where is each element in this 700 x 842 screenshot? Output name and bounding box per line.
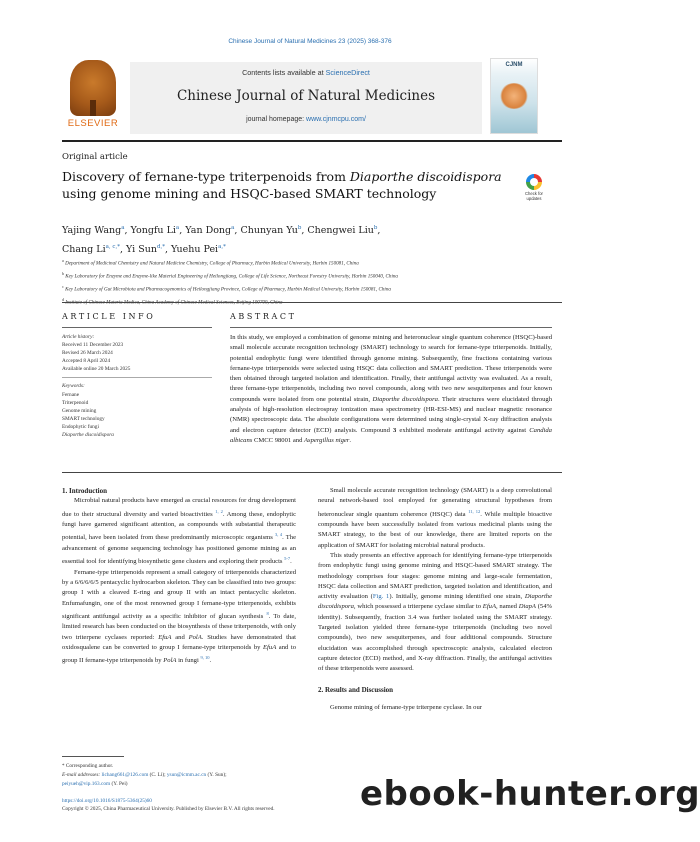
abstract-bottom-rule [62, 472, 562, 473]
article-type: Original article [62, 152, 128, 162]
check-updates-icon [526, 174, 542, 190]
abstract-text: In this study, we employed a combination of genome mining and heteronuclear single quantum coherence (HSQC)-based small molecule accurate recognition technology (SMART) technology to search for fernane-type triterpenoids. Initially, potential endophytic fungi were identified through genome mining. Subsequently, fine fractions containing various fernane-type triterpenoids were selected using HSQC data collection and SMART prediction. These triterpenoids were then obtained through targeted isolation and identification. Finally, their antifungal activity was evaluated. As a result, three fernane-type triterpenoids, including two novel compounds, along with two new sesquiterpenes and four known compounds were isolated from one potential strain, Diaporthe discoidispora. Their structures were elucidated through analysis of high-resolution electrospray ionization mass spectrometry (HR-ESI-MS) and nuclear magnetic resonance (NMR) spectroscopic data. The absolute configurations were determined using single-crystal X-ray diffraction analysis and electron capture detector (ECD) analysis. Compound 3 exhibited moderate antifungal activity against Candida albicans CMCC 98001 and Aspergillus niger. [230, 334, 553, 444]
article-title: Discovery of fernane-type triterpenoids from Diaporthe discoidispora using genome mining and HSQC-based SMART technology [62, 169, 502, 201]
affiliations-rule [62, 302, 562, 303]
footnotes: * Corresponding author. E-mail addresses: lichang661@126.com (C. Li); ysun@icmm.ac.cn (Y. Sun); peiyueh@vip.163.com (Y. Pei) [62, 762, 302, 788]
copyright: Copyright © 2025, China Pharmaceutical University. Published by Elsevier B.V. All rights reserved. [62, 806, 275, 813]
author[interactable]: Yi Sun$^{d,*}$ [126, 244, 165, 256]
contents-line: Contents lists available at ScienceDirect [242, 68, 370, 77]
abstract-rule [230, 327, 552, 328]
info-divider [62, 377, 212, 378]
corresponding-note: * Corresponding author. [62, 763, 114, 769]
running-head: Chinese Journal of Natural Medicines 23 (2025) 368-376 [228, 38, 392, 45]
citation-link[interactable]: 11, 12 [468, 508, 481, 514]
cover-title: CJNM [505, 62, 523, 68]
author[interactable]: Yajing Wang$^a$ [62, 225, 125, 237]
publisher-name: ELSEVIER [67, 118, 119, 129]
author[interactable]: Yuehu Pei$^{a,*}$ [171, 244, 226, 256]
paragraph: This study presents an effective approach for identifying fernane-type triterpenoids from endophytic fungi using genome mining and HSQC-based SMART strategy. The methodology comprises four stages: genome mining and large-scale fermentation, HSQC data collection and SMART prediction, targeted isolation and identification, and activity evaluation (Fig. 1). Initially, genome mining identified one strain, Diaporthe discoidispora, which possessed a triterpene cyclase similar to EfuA, named DiapA (54% identity). Subsequently, fraction 3.4 was further isolated using the SMART strategy. Targeted isolation yielded three fernane-type triterpenoids (including two novel compounds), two new sesquiterpenes, and four additional compounds. Structure elucidation was accomplished through spectroscopic analysis, calculated electron capture detector (ECD) method, and X-ray diffraction. Finally, the antifungal activities of these triterpenoids were assessed. [318, 551, 553, 673]
email-note: E-mail addresses: lichang661@126.com (C. Li); ysun@icmm.ac.cn (Y. Sun); [62, 772, 227, 779]
cover-art-icon [499, 83, 529, 109]
email-link[interactable]: lichang661@126.com [101, 772, 149, 779]
watermark: ebook-hunter.org [360, 774, 700, 814]
check-updates-label: Check for updates [525, 191, 543, 201]
history-item: Received 11 December 2023 [62, 342, 124, 349]
author[interactable]: Chunyan Yu$^b$ [240, 225, 302, 237]
journal-cover-image [490, 58, 538, 134]
citation-link[interactable]: 9, 10 [200, 655, 210, 661]
affiliation: $^a$ Department of Medicinal Chemistry and Natural Medicine Chemistry, College of Pharmacy, Harbin Medical University, Harbin 150081, China [62, 258, 359, 267]
paragraph: Small molecule accurate recognition technology (SMART) is a deep convolutional neural network-based tool employed for generating structural hypotheses from heteronuclear single quantum coherence (HSQC) data $^{11, 12}$. While multiple bioactive compounds have been successfully isolated from various medicinal plants using the SMART strategy, to the best of our knowledge, there are limited reports on the application of SMART for isolating microbial natural products. [318, 487, 552, 549]
citation-link[interactable]: 8 [266, 610, 269, 616]
affiliations [62, 256, 552, 308]
citation-link[interactable]: 3, 4 [274, 532, 283, 538]
keyword: Fernane [62, 391, 80, 398]
asterisk-icon: * [62, 764, 65, 769]
author[interactable]: Chengwei Liu$^b$ [307, 225, 378, 237]
section-title: 1. Introduction [62, 487, 107, 495]
abstract-heading: ABSTRACT [230, 312, 297, 321]
article-info [62, 333, 212, 439]
email-link[interactable]: peiyueh@vip.163.com [62, 780, 111, 787]
article-info-heading: ARTICLE INFO [62, 312, 156, 321]
journal-title: Chinese Journal of Natural Medicines [176, 88, 436, 104]
paragraph: Genome mining of fernane-type triterpene cyclase. In our [330, 703, 482, 711]
history-label: Article history: [62, 334, 95, 340]
homepage-line: journal homepage: www.cjnmcpu.com/ [246, 116, 366, 123]
check-for-updates-button[interactable] [520, 174, 548, 206]
keyword: Genome mining [62, 407, 97, 414]
elsevier-logo [62, 60, 124, 132]
author[interactable]: Yongfu Li$^a$ [130, 225, 180, 237]
elsevier-tree-icon [70, 60, 116, 116]
history-item: Available online 20 March 2025 [62, 366, 131, 373]
info-rule [62, 327, 212, 328]
footnote-rule [62, 756, 124, 757]
history-item: Revised 26 March 2024 [62, 350, 113, 357]
paragraph: Microbial natural products have emerged as crucial resources for drug development due to their structural diversity and varied bioactivities $^{1, 2}$. Among these, endophytic fungi have garnered significant attention, as compounds with substantial therapeutic potential, have been isolated from these predominantly microscopic organisms $^{3, 4}$. The advancement of genome sequencing technology has positioned genome mining as an essential tool for identifying biosynthetic gene clusters and exploring their products $^{5-7}$. [62, 497, 297, 566]
keyword: Diaporthe discoidispora [62, 432, 114, 439]
header-rule [62, 140, 562, 142]
section-title: 2. Results and Discussion [318, 685, 394, 694]
keywords-label: Keywords: [62, 383, 85, 390]
affiliation: $^c$ Key Laboratory of Gut Microbiota and Pharmacogenomics of Heilongjiang Province, College of Pharmacy, Harbin Medical University, Harbin 150081, China [62, 283, 391, 293]
keyword: Endophytic fungi [62, 423, 99, 430]
body-right-column [318, 486, 552, 713]
body-left-column [62, 486, 296, 667]
affiliation: $^b$ Key Laboratory for Enzyme and Enzyme-like Material Engineering of Heilongjiang, College of Life Science, Northeast Forestry University, Harbin 150040, China [62, 270, 398, 280]
author[interactable]: Yan Dong$^a$ [185, 225, 235, 237]
figure-link[interactable]: Fig. 1 [372, 593, 390, 601]
paragraph: Fernane-type triterpenoids represent a small category of triterpenoids characterized by a 6/6/6/6/5 pentacyclic hydrocarbon skeleton. They can be classified into two groups: group I with a cleaved E-ring and group II with an intact pentacyclic skeleton. Enfumafungin, one of the most renowned group I fernane-type triterpenoids, exhibits significant antifungal activity as a specific inhibitor of glucan synthesis $^8$. To date, limited research has been conducted on the biosynthesis of these triterpenoids, with only two triterpene cyclases reported: EfuA and PolA. Studies have demonstrated that oxidosqualene can be converted to group I fernane-type triterpenoids by EfuA and to group II fernane-type triterpenoids by PolA in fungi $^{9, 10}$. [62, 568, 296, 665]
author-list: Yajing Wang$^a$, Yongfu Li$^a$, Yan Dong$^a$, Chunyan Yu$^b$, Chengwei Liu$^b$, Chang $Li^{a, c,*}$, Yi Sun$^{d,*}$, Yuehu Pei$^{a,*}$ [62, 225, 381, 256]
history-item: Accepted 8 April 2024 [62, 358, 111, 365]
citation-link[interactable]: 5-7 [284, 556, 291, 562]
citation-link[interactable]: 1, 2 [215, 508, 223, 514]
affiliation: d [62, 296, 64, 302]
author[interactable]: Chang $Li^{a, c,*}$ [62, 244, 120, 256]
doi-link[interactable]: https://doi.org/10.1016/S1875-5364(25)60 [62, 798, 152, 804]
email-link[interactable]: ysun@icmm.ac.cn [166, 772, 207, 779]
keyword: SMART technology [62, 415, 105, 422]
keyword: Triterpenoid [62, 399, 89, 406]
homepage-link[interactable]: www.cjnmcpu.com/ [306, 116, 366, 123]
sciencedirect-link[interactable]: ScienceDirect [325, 68, 370, 77]
